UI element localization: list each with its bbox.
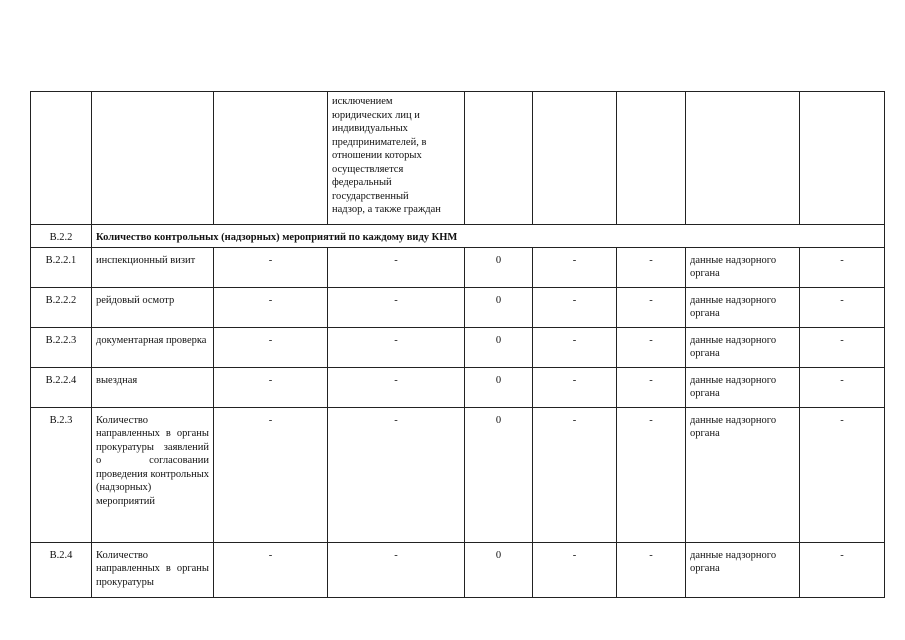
cell-value: -: [328, 287, 465, 327]
continuation-line: исключением: [332, 96, 393, 107]
cell-value: -: [800, 287, 885, 327]
cell-value: -: [533, 327, 617, 367]
row-name: Количество направленных в органы прокуратуры заявлений о согласовании проведения контрольных (надзорных) мероприятий: [92, 407, 214, 542]
cell-value: -: [214, 327, 328, 367]
continuation-line: предпринимателей, в: [332, 136, 427, 148]
cell-value: -: [533, 542, 617, 597]
row-source: данные надзорного органа: [686, 542, 800, 597]
row-code: В.2.2.2: [31, 287, 92, 327]
row-code: В.2.4: [31, 542, 92, 597]
cell-value: -: [617, 367, 686, 407]
table-row-group: [31, 225, 885, 248]
cell-value: -: [214, 247, 328, 287]
cell-value: -: [214, 367, 328, 407]
continuation-line: осуществляется: [332, 163, 404, 175]
row-name: выездная: [92, 367, 214, 407]
cell-value: -: [800, 327, 885, 367]
group-title: Количество контрольных (надзорных) мероприятий по каждому виду КНМ: [92, 225, 885, 248]
cell-value: -: [328, 327, 465, 367]
row-source: данные надзорного органа: [686, 327, 800, 367]
cell-value: -: [533, 367, 617, 407]
row-source: данные надзорного органа: [686, 367, 800, 407]
continuation-line: надзор, а также граждан: [332, 204, 441, 215]
table-row: [31, 542, 885, 597]
cell-value: 0: [465, 287, 533, 327]
cell-value: 0: [465, 247, 533, 287]
row-source: данные надзорного органа: [686, 287, 800, 327]
cell-value: -: [214, 407, 328, 542]
cell-value: -: [533, 287, 617, 327]
continuation-cell: [328, 92, 465, 225]
continuation-line: юридических лиц и: [332, 109, 420, 121]
cell-value: -: [214, 287, 328, 327]
row-code: В.2.2.1: [31, 247, 92, 287]
table-row: [31, 247, 885, 287]
indicators-table: [30, 91, 885, 598]
cell-value: -: [328, 542, 465, 597]
cell-value: -: [533, 407, 617, 542]
row-code: В.2.2.4: [31, 367, 92, 407]
cell-value: -: [328, 407, 465, 542]
cell-value: -: [328, 247, 465, 287]
cell-value: -: [617, 407, 686, 542]
row-code: В.2.3: [31, 407, 92, 542]
table-row: [31, 327, 885, 367]
cell-value: 0: [465, 542, 533, 597]
continuation-line: индивидуальных: [332, 123, 408, 134]
row-source: данные надзорного органа: [686, 407, 800, 542]
cell-value: -: [617, 247, 686, 287]
row-code: В.2.2.3: [31, 327, 92, 367]
row-name: документарная проверка: [92, 327, 214, 367]
row-name: инспекционный визит: [92, 247, 214, 287]
cell-value: -: [800, 542, 885, 597]
cell-value: -: [328, 367, 465, 407]
row-name: Количество направленных в органы прокуратуры: [92, 542, 214, 597]
cell-value: -: [617, 287, 686, 327]
table-row: [31, 287, 885, 327]
row-code: В.2.2: [31, 225, 92, 248]
row-name: рейдовый осмотр: [92, 287, 214, 327]
table-row: [31, 407, 885, 542]
table-row-continuation: [31, 92, 885, 225]
table-row: [31, 367, 885, 407]
continuation-line: федеральный: [332, 177, 392, 188]
cell-value: -: [800, 367, 885, 407]
row-source: данные надзорного органа: [686, 247, 800, 287]
cell-value: -: [800, 247, 885, 287]
continuation-line: государственный: [332, 190, 409, 202]
cell-value: -: [800, 407, 885, 542]
cell-value: 0: [465, 407, 533, 542]
cell-value: -: [533, 247, 617, 287]
cell-value: 0: [465, 327, 533, 367]
cell-value: -: [214, 542, 328, 597]
cell-value: -: [617, 542, 686, 597]
cell-value: -: [617, 327, 686, 367]
cell-value: 0: [465, 367, 533, 407]
continuation-line: отношении которых: [332, 150, 422, 161]
